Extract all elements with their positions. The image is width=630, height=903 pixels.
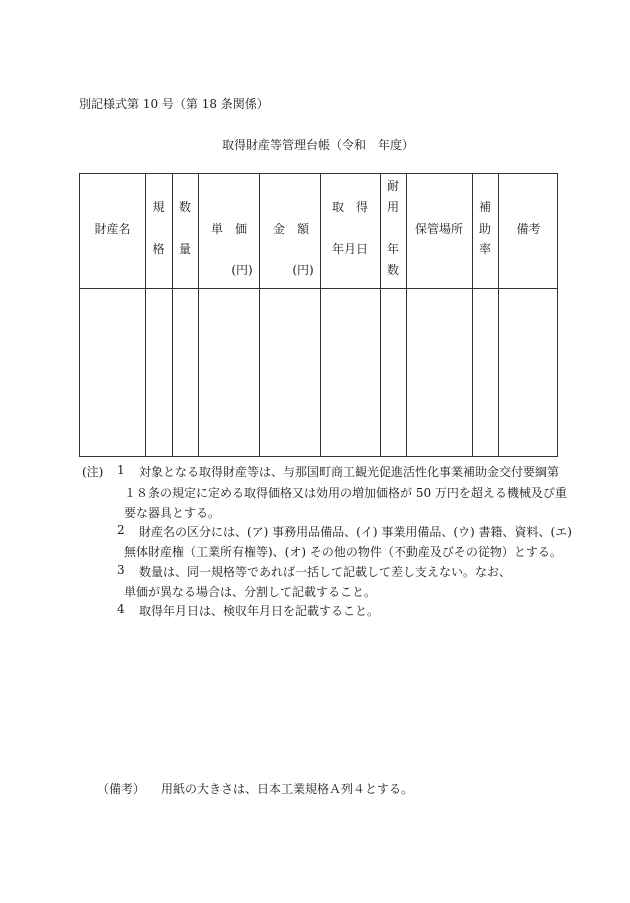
column-divider [145,174,146,456]
header-useful-life-2: 用 [386,200,399,214]
column-divider [472,174,473,456]
header-useful-life-1: 耐 [386,179,399,193]
header-useful-life-4: 数 [386,263,399,277]
column-divider [498,174,499,456]
form-number: 別記様式第 10 号（第 18 条関係） [79,97,269,111]
remark [97,780,413,797]
note-4-number: 4 [117,602,125,616]
column-divider [172,174,173,456]
note-3-line-2: 単価が異なる場合は、分割して記載すること。 [124,585,377,599]
column-divider [320,174,321,456]
column-divider [380,174,381,456]
header-spec-2: 格 [152,242,165,256]
header-useful-life-3: 年 [386,242,399,256]
header-quantity-2: 量 [178,242,191,256]
note-1-line-3: 要な器具とする。 [124,506,221,520]
header-unit-price-unit: (円) [231,263,253,277]
note-3-number: 3 [117,563,125,577]
note-4-line-1: 取得年月日は、検収年月日を記載すること。 [139,604,380,618]
header-subsidy-rate-3: 率 [478,242,491,256]
note-1-number: 1 [117,463,125,477]
header-acquisition: 取 得 [331,200,368,214]
note-2-number: 2 [117,523,125,537]
header-remarks: 備考 [516,222,541,236]
header-divider [80,288,557,289]
column-divider [406,174,407,456]
header-storage-location: 保管場所 [414,222,463,236]
notes-label: (注) [82,465,104,479]
header-amount-unit: (円) [292,263,314,277]
note-1-line-2: １８条の規定に定める取得価格又は効用の増加価格が 50 万円を超える機械及び重 [124,486,567,500]
header-unit-price: 単 価 [210,222,247,236]
header-asset-name: 財産名 [94,222,131,236]
remark-label: （備考） [97,782,146,796]
header-quantity-1: 数 [178,200,191,214]
column-divider [259,174,260,456]
remark-text: 用紙の大きさは、日本工業規格Ａ列４とする。 [161,782,414,796]
note-2-line-1: 財産名の区分には、(ア) 事務用品備品、(イ) 事業用備品、(ウ) 書籍、資料、(エ) [139,525,572,539]
asset-ledger-table [79,173,558,457]
header-acquisition-date: 年月日 [331,242,368,256]
header-spec-1: 規 [152,200,165,214]
note-2-line-2: 無体財産権（工業所有権等)、(オ) その他の物件（不動産及びその従物）とする。 [124,545,562,559]
note-3-line-1: 数量は、同一規格等であれば一括して記載して差し支えない。なお、 [139,565,512,579]
header-subsidy-rate-2: 助 [478,222,491,236]
column-divider [198,174,199,456]
header-subsidy-rate-1: 補 [478,200,491,214]
note-1-line-1: 対象となる取得財産等は、与那国町商工観光促進活性化事業補助金交付要綱第 [139,465,560,479]
document-title: 取得財産等管理台帳（令和 年度） [222,138,415,152]
header-amount: 金 額 [272,222,309,236]
